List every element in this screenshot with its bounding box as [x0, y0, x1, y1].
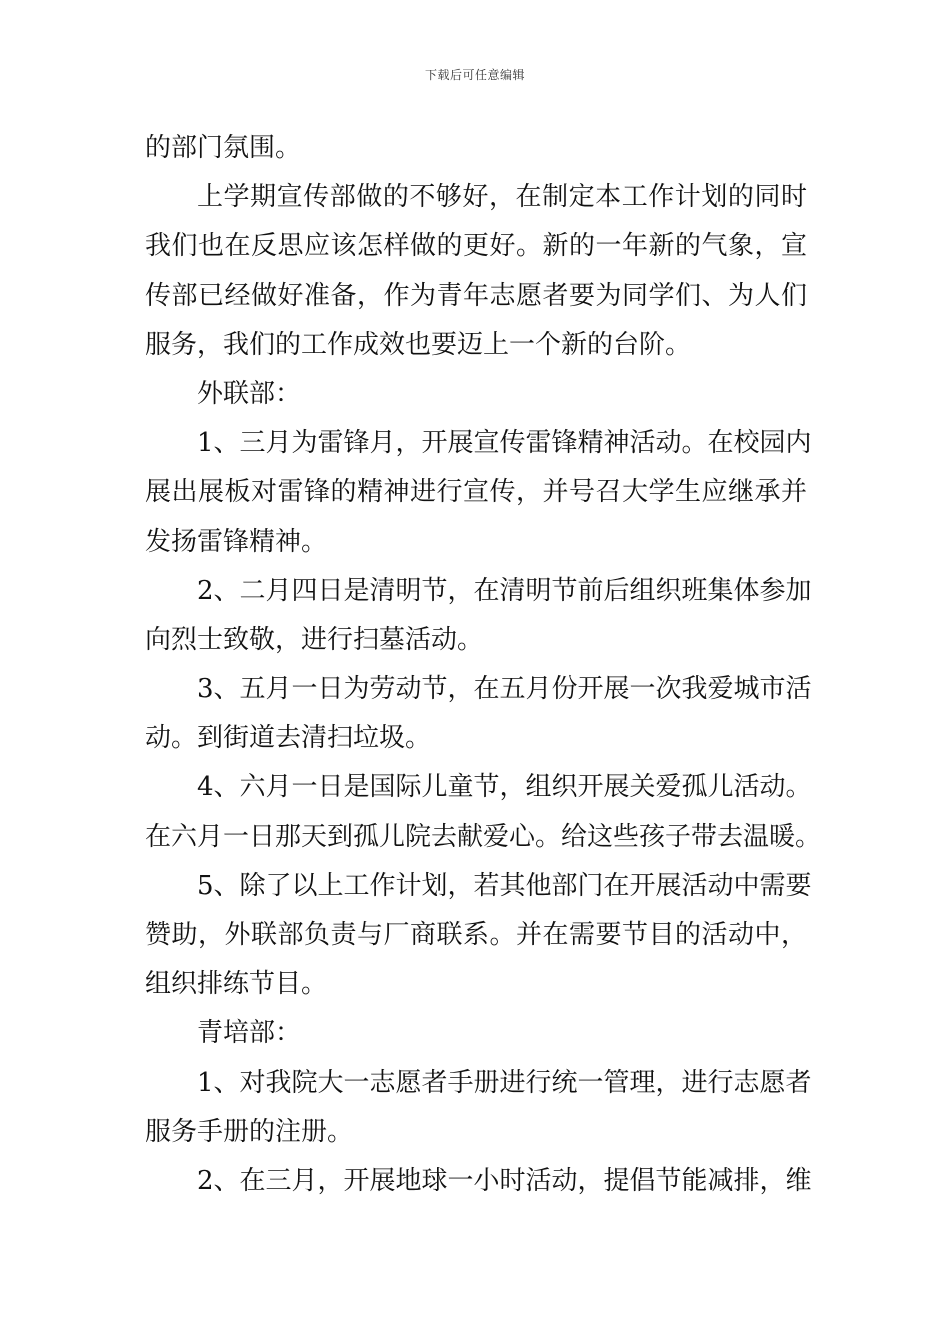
text-line: 的部门氛围。: [145, 133, 302, 163]
text-line: 上学期宣传部做的不够好，在制定本工作计划的同时: [197, 182, 807, 213]
text-line: 向烈士致敬，进行扫墓活动。: [145, 624, 484, 655]
text-line: 在六月一日那天到孤儿院去献爱心。给这些孩子带去温暖。: [145, 821, 822, 852]
text-line: 2、二月四日是清明节，在清明节前后组织班集体参加: [197, 575, 812, 606]
text-line: 组织排练节目。: [145, 969, 328, 1000]
text-line: 5、除了以上工作计划，若其他部门在开展活动中需要: [197, 870, 812, 901]
text-line: 1、三月为雷锋月，开展宣传雷锋精神活动。在校园内: [197, 428, 812, 459]
document-body: [145, 124, 822, 1206]
text-line: 服务，我们的工作成效也要迈上一个新的台阶。: [145, 329, 692, 360]
text-line: 3、五月一日为劳动节，在五月份开展一次我爱城市活: [197, 674, 812, 705]
section-heading: 青培部：: [197, 1018, 302, 1049]
text-line: 2、在三月，开展地球一小时活动，提倡节能减排，维: [197, 1165, 812, 1196]
text-line: 动。到街道去清扫垃圾。: [145, 723, 432, 754]
text-line: 发扬雷锋精神。: [145, 526, 328, 557]
text-line: 1、对我院大一志愿者手册进行统一管理，进行志愿者: [197, 1067, 812, 1098]
text-line: 传部已经做好准备，作为青年志愿者要为同学们、为人们: [145, 280, 807, 311]
text-line: 展出展板对雷锋的精神进行宣传，并号召大学生应继承并: [145, 477, 807, 508]
text-line: 服务手册的注册。: [145, 1116, 354, 1147]
text-line: 赞助，外联部负责与厂商联系。并在需要节目的活动中，: [145, 920, 807, 950]
text-line: 4、六月一日是国际儿童节，组织开展关爱孤儿活动。: [197, 772, 812, 803]
page-header: 下载后可任意编辑: [424, 68, 525, 82]
section-heading: 外联部：: [197, 378, 302, 409]
text-line: 我们也在反思应该怎样做的更好。新的一年新的气象，宣: [145, 231, 807, 262]
